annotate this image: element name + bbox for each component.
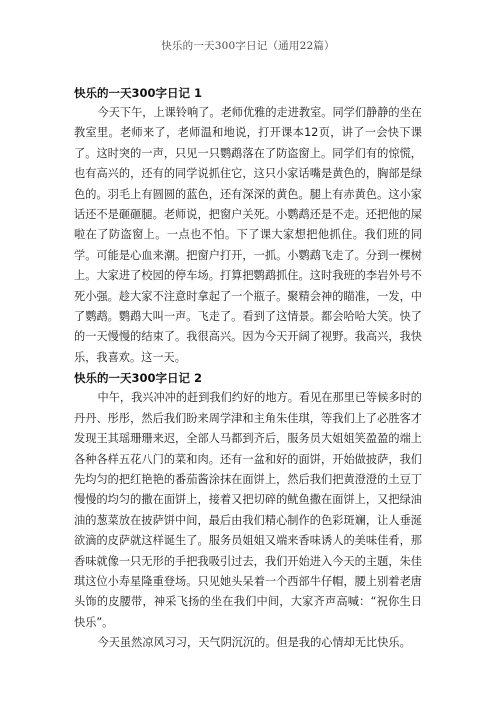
paragraph: 今天虽然凉风习习，天气阴沉沉的。但是我的心情却无比快乐。	[97, 636, 411, 650]
paragraph: 中午，我兴冲冲的赶到我们约好的地方。看见在那里已等候多时的丹丹、彤彤，然后我们盼来周学津和主角朱佳琪，等我们上了必胜客才发现王其瑶珊珊来迟，全部人马都到齐后，服务员大姐姐笑盈盈的端上各种各样五花八门的菜和肉。还有一盆和好的面饼，开始做披萨，我们先均匀的把红艳艳的番茄酱涂抹在面饼上，然后我们把黄澄澄的土豆丁慢慢的均匀的撒在面饼上，接着又把切碎的鱿鱼撒在面饼上，又把绿油油的葱菜放在披萨饼中间，最后由我们精心制作的色彩斑斓，让人垂涎欲滴的皮萨就这样诞生了。服务员姐姐又端来香味诱人的美味佳肴，那香味就像一只无形的手把我吸引过去，我们开始进入今天的主题，朱佳琪这位小寿星隆重登场。只见她头呆着一个西部牛仔帽，腰上别着老唐头饰的皮腰带，神采飞扬的坐在我们中间，大家齐声高喊：“祝你生日快乐”。	[74, 391, 422, 629]
section-heading: 快乐的一天300字日记 2	[74, 371, 203, 386]
section-heading: 快乐的一天300字日记 1	[74, 86, 203, 100]
paragraph: 今天下午，上课铃响了。老师优雅的走进教室。同学们静静的坐在教室里。老师来了，老师温和地说，打开课本12页，讲了一会快下课了。这时突的一声，只见一只鹦鹉落在了防盗窗上。同学们有的惊慌，也有高兴的，还有的同学说抓住它，这只小家话嘴是黄色的，胸部是绿色的。羽毛上有圆圆的蓝色，还有深深的黄色。腿上有赤黄色。这小家话还不是砸砸腿。老师说，把窗户关死。小鹦鹉还是不走。还把他的屎啦在了防盗窗上。一点也不怕。下了课大家想把他抓住。我们班的同学。可能是心血来潮。把窗户打开，一抓。小鹦鹉飞走了。分到一棵树上。大家进了校园的停车场。打算把鹦鹉抓住。这时我班的李岩外号不死小强。趁大家不注意时拿起了一个瓶子。聚精会神的瞄准，一发，中了鹦鹉。鹦鹉大叫一声。飞走了。看到了这情景。都会哈哈大笑。快了的一天慢慢的结束了。我很高兴。因为今天开阔了视野。我高兴，我快乐，我喜欢。这一天。	[74, 106, 422, 364]
document-body	[74, 83, 422, 654]
document-title: 快乐的一天300字日记（通用22篇）	[161, 40, 335, 52]
diary-entry-1	[74, 83, 422, 368]
diary-entry-2	[74, 368, 422, 653]
